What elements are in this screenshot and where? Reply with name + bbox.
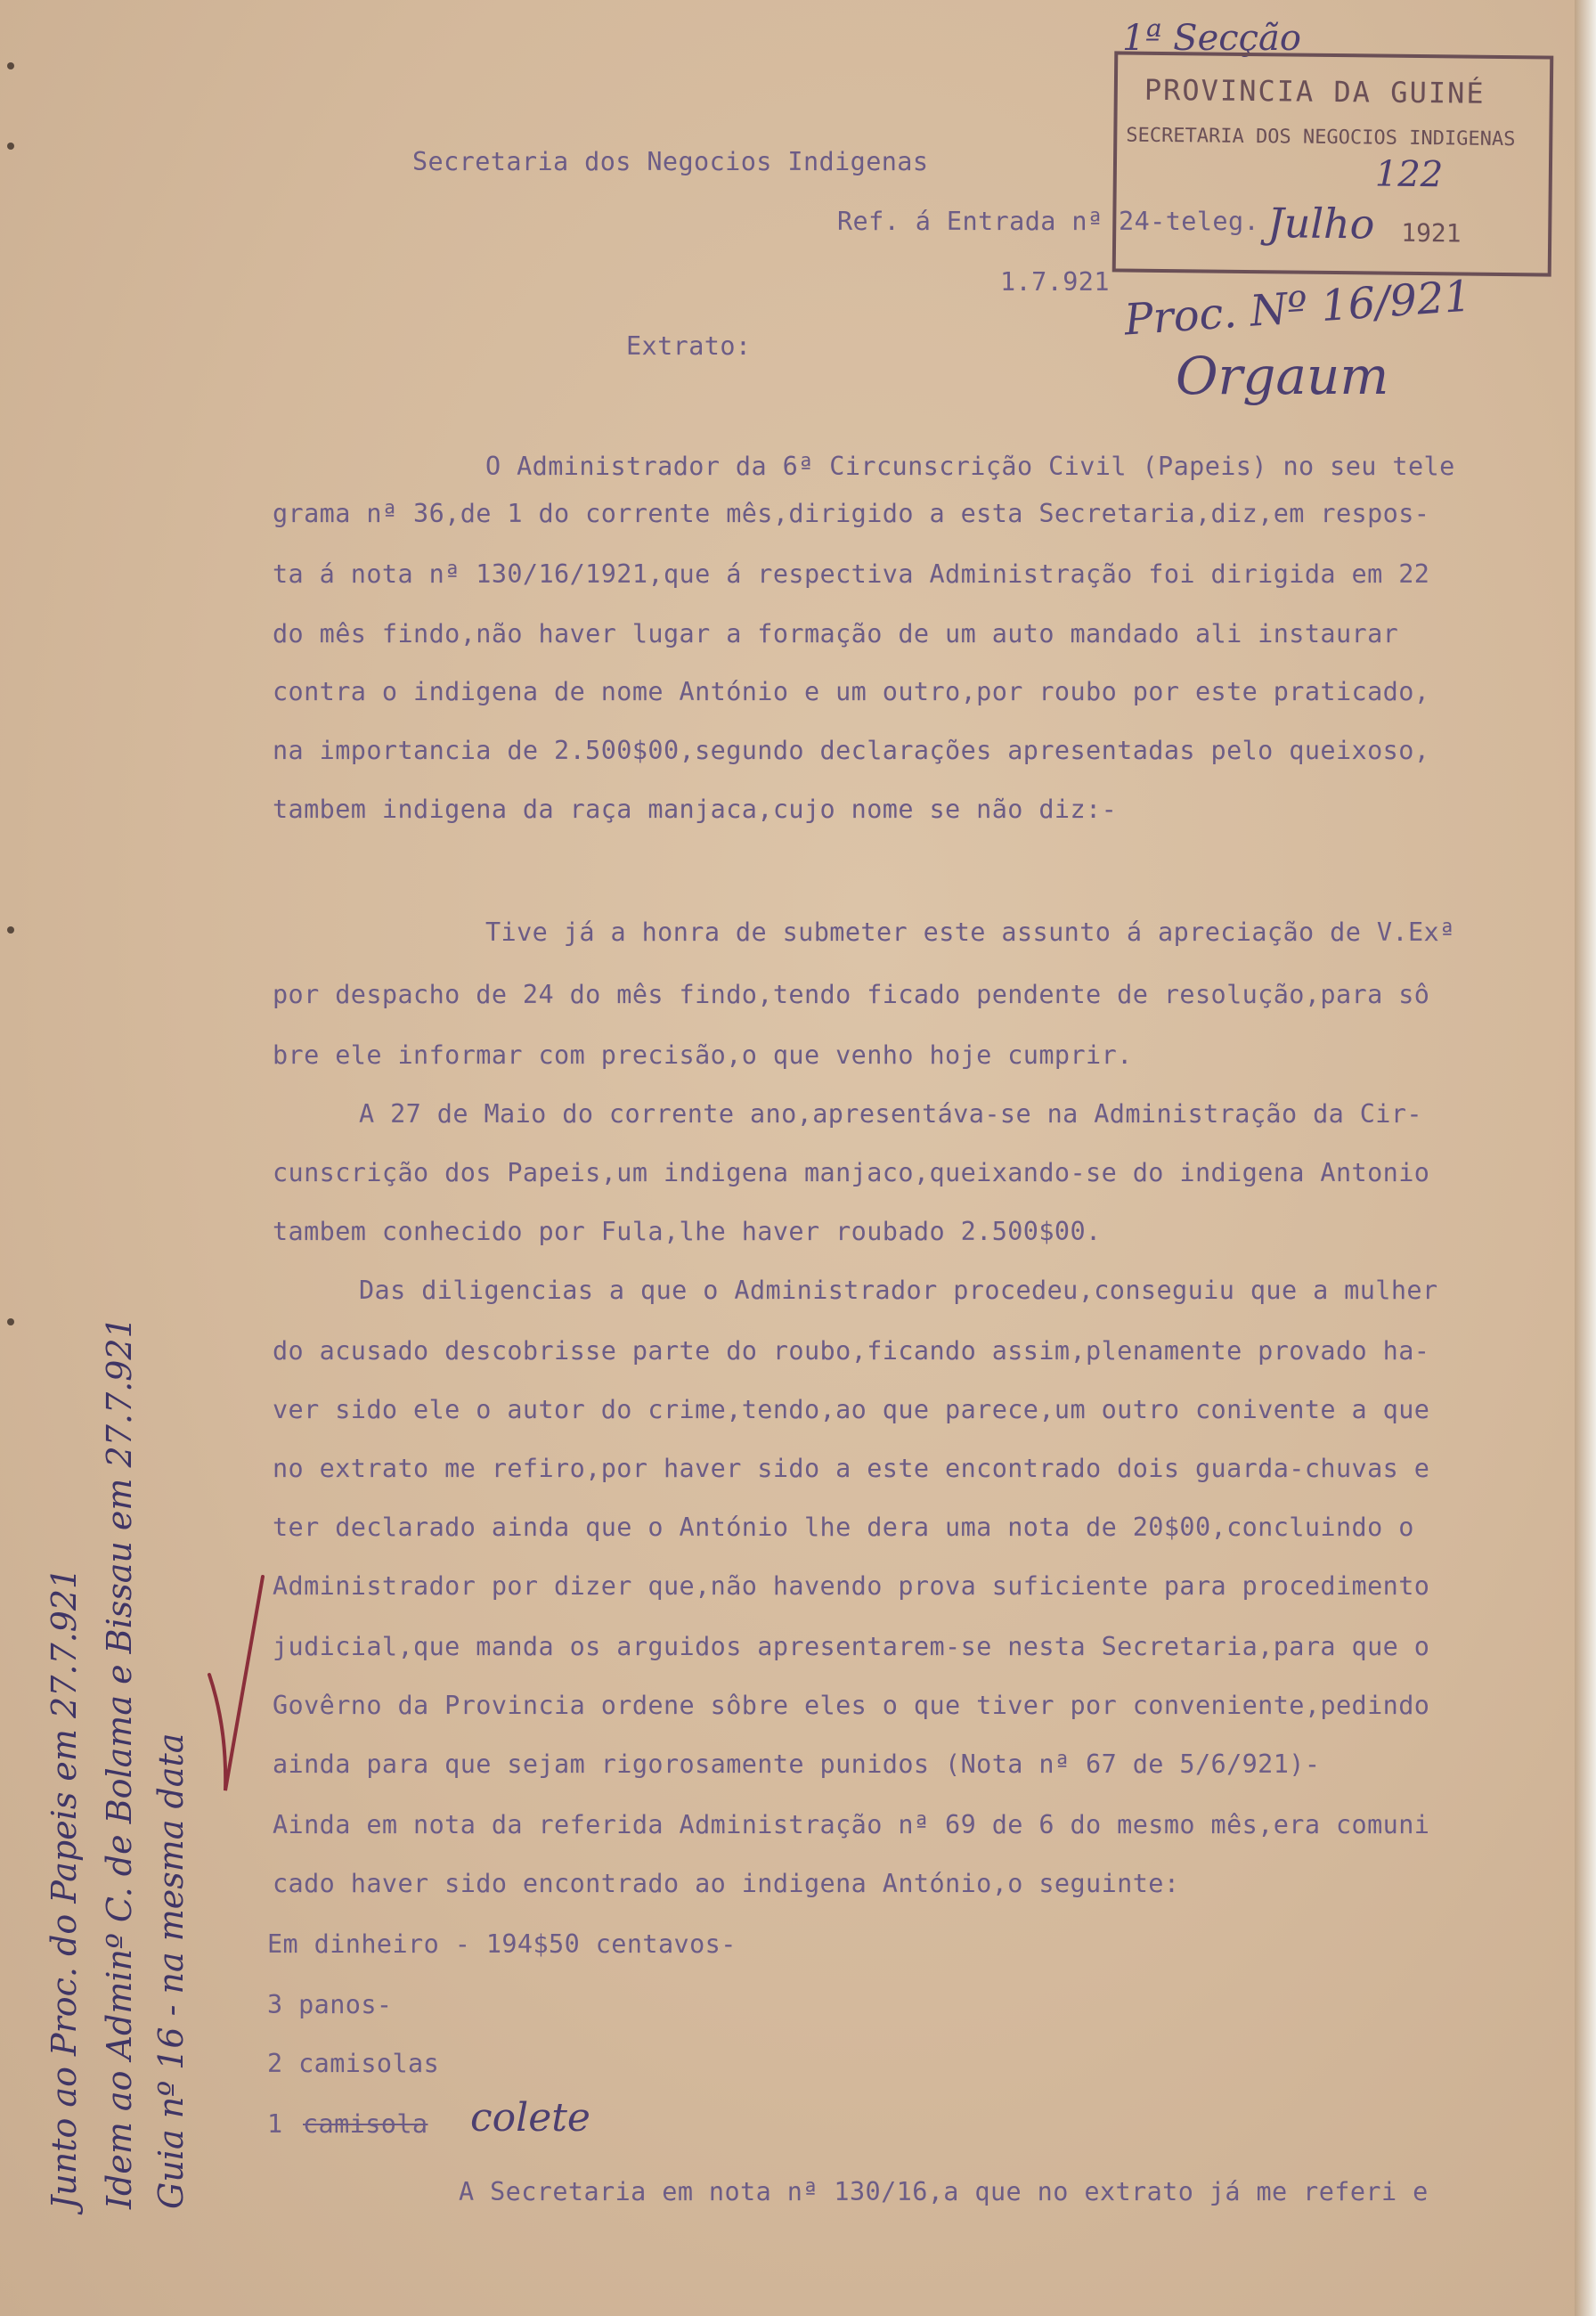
body-line: cunscrição dos Papeis,um indigena manjaco,queixando-se do indigena Antonio <box>273 1158 1430 1187</box>
stamp-section-handwriting: 1ª Secção <box>1122 18 1301 59</box>
registry-stamp <box>1112 51 1554 276</box>
body-line: na importancia de 2.500$00,segundo declarações apresentadas pelo queixoso, <box>273 736 1430 765</box>
stamp-year: 1921 <box>1401 217 1462 249</box>
body-line: ver sido ele o autor do crime,tendo,ao que parece,um outro conivente a que <box>273 1395 1430 1424</box>
stamp-month: Julho <box>1267 199 1375 249</box>
process-reference: Proc. Nº 16/921 <box>1122 271 1473 346</box>
handwritten-correction: colete <box>470 2095 590 2141</box>
margin-note: Guia nº 16 - na mesma data <box>151 1733 191 2209</box>
list-item: 1 <box>267 2109 283 2139</box>
margin-note: Idem ao Adminº C. de Bolama e Bissau em 27.7.921 <box>100 1317 139 2209</box>
body-line: Administrador por dizer que,não havendo prova suficiente para procedimento <box>273 1571 1430 1601</box>
list-item: 2 camisolas <box>267 2049 440 2078</box>
body-line: do acusado descobrisse parte do roubo,ficando assim,plenamente provado ha- <box>273 1336 1430 1366</box>
list-item: Em dinheiro - 194$50 centavos- <box>267 1929 737 1959</box>
body-line: A Secretaria em nota nª 130/16,a que no extrato já me referi e <box>459 2177 1429 2206</box>
entry-reference: Ref. á Entrada nª 24-teleg. <box>837 207 1260 236</box>
body-line: grama nª 36,de 1 do corrente mês,dirigido a esta Secretaria,diz,em respos- <box>273 499 1430 528</box>
document-header: Secretaria dos Negocios Indigenas <box>412 147 929 176</box>
extract-heading: Extrato: <box>626 331 752 361</box>
body-line: Ainda em nota da referida Administração nª 69 de 6 do mesmo mês,era comuni <box>273 1810 1430 1839</box>
list-item: 3 panos- <box>267 1990 393 2019</box>
body-line: tambem indigena da raça manjaca,cujo nome se não diz:- <box>273 795 1118 824</box>
body-line: judicial,que manda os arguidos apresentarem-se nesta Secretaria,para que o <box>273 1632 1430 1661</box>
body-line: O Administrador da 6ª Circunscrição Civil (Papeis) no seu tele <box>485 452 1455 481</box>
body-line: por despacho de 24 do mês findo,tendo ficado pendente de resolução,para sô <box>273 980 1430 1009</box>
body-line: Das diligencias a que o Administrador procedeu,conseguiu que a mulher <box>359 1276 1438 1305</box>
struck-word: camisola <box>303 2109 428 2139</box>
document-date: 1.7.921 <box>1000 267 1110 297</box>
body-line: bre ele informar com precisão,o que venho hoje cumprir. <box>273 1040 1133 1070</box>
page-edge <box>1575 0 1596 2316</box>
body-line: no extrato me refiro,por haver sido a este encontrado dois guarda-chuvas e <box>273 1454 1430 1483</box>
body-line: cado haver sido encontrado ao indigena António,o seguinte: <box>273 1869 1180 1898</box>
body-line: ainda para que sejam rigorosamente punidos (Nota nª 67 de 5/6/921)- <box>273 1749 1321 1779</box>
stamp-secretariat: SECRETARIA DOS NEGOCIOS INDIGENAS <box>1126 124 1516 151</box>
stamp-number: 122 <box>1374 153 1444 196</box>
body-line: tambem conhecido por Fula,lhe haver roubado 2.500$00. <box>273 1217 1102 1246</box>
body-line: contra o indigena de nome António e um outro,por roubo por este praticado, <box>273 677 1430 706</box>
body-line: Tive já a honra de submeter este assunto á apreciação de V.Exª <box>485 917 1455 947</box>
body-line: do mês findo,não haver lugar a formação de um auto mandado ali instaurar <box>273 619 1399 648</box>
body-line: A 27 de Maio do corrente ano,apresentáva-se na Administração da Cir- <box>359 1099 1422 1129</box>
checkmark-icon <box>200 1568 272 1799</box>
body-line: ta á nota nª 130/16/1921,que á respectiva Administração foi dirigida em 22 <box>273 559 1430 589</box>
body-line: Govêrno da Provincia ordene sôbre eles o que tiver por conveniente,pedindo <box>273 1691 1430 1720</box>
signature: Orgaum <box>1176 346 1389 406</box>
body-line: ter declarado ainda que o António lhe dera uma nota de 20$00,concluindo o <box>273 1513 1414 1542</box>
stamp-province: PROVINCIA DA GUINÉ <box>1144 72 1486 110</box>
margin-note: Junto ao Proc. do Papeis em 27.7.921 <box>45 1567 84 2209</box>
